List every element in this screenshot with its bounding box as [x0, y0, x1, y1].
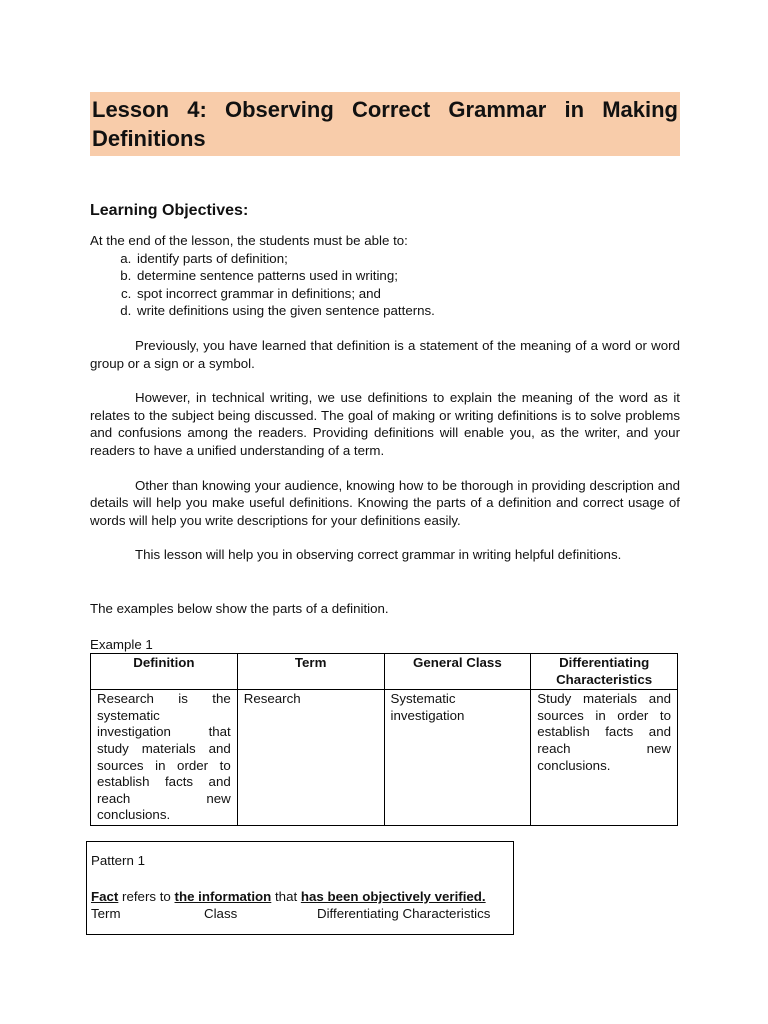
- objectives-intro: At the end of the lesson, the students must be able to:: [90, 233, 408, 248]
- column-header: Definition: [91, 654, 238, 690]
- table-row: [91, 690, 678, 826]
- table-header-row: [91, 654, 678, 690]
- example-label: Example 1: [90, 636, 153, 652]
- paragraph: However, in technical writing, we use definitions to explain the meaning of the word as it relates to the subject being discussed. The goal of making or writing definitions is to solve problems and confusions among the readers. Providing definitions will enable you, as the writer, and your readers to have a unified understanding of a term.: [90, 390, 680, 458]
- list-item: d. write definitions using the given sentence patterns.: [135, 302, 680, 320]
- lesson-title: Lesson 4: Observing Correct Grammar in Making Definitions: [92, 97, 678, 151]
- label-class: Class: [204, 906, 238, 922]
- paragraph: Other than knowing your audience, knowing how to be thorough in providing description and details will help you make useful definitions. Knowing the parts of a definition and correct usage of words will help you write descriptions for your definitions easily.: [90, 477, 680, 528]
- examples-intro: The examples below show the parts of a definition.: [90, 600, 389, 616]
- paragraph: This lesson will help you in observing correct grammar in writing helpful definitions.: [135, 547, 622, 563]
- pattern-class: the information: [174, 888, 272, 904]
- lesson-title-banner: [90, 92, 680, 156]
- definition-table: [90, 653, 678, 826]
- table-cell: Research is the systematic investigation that study materials and sources in order to establish facts and reach new conclusions.: [91, 690, 238, 826]
- label-differentiating: Differentiating Characteristics: [317, 906, 491, 922]
- pattern-part-labels: [87, 905, 513, 923]
- pattern-differentiating: has been objectively verified.: [300, 888, 486, 904]
- label-term: Term: [91, 906, 121, 922]
- table-cell: Study materials and sources in order to establish facts and reach new conclusions.: [531, 690, 678, 826]
- list-item: a. identify parts of definition;: [135, 250, 680, 268]
- column-header: Term: [237, 654, 384, 690]
- paragraph: Previously, you have learned that definition is a statement of the meaning of a word or word group or a sign or a symbol.: [90, 337, 680, 371]
- pattern-term: Fact: [91, 888, 119, 904]
- document-page: [90, 92, 680, 826]
- pattern-sentence: Fact refers to the information that has been objectively verified.: [91, 888, 486, 904]
- column-header: General Class: [384, 654, 531, 690]
- pattern-label: Pattern 1: [91, 853, 145, 868]
- column-header: Differentiating Characteristics: [531, 654, 678, 690]
- table-cell: Systematic investigation: [384, 690, 531, 826]
- objectives-list: [90, 250, 680, 320]
- list-item: c. spot incorrect grammar in definitions; and: [135, 285, 680, 303]
- table-cell: Research: [237, 690, 384, 826]
- list-item: b. determine sentence patterns used in writing;: [135, 267, 680, 285]
- objectives-heading: Learning Objectives:: [90, 202, 249, 219]
- pattern-box: [86, 841, 514, 935]
